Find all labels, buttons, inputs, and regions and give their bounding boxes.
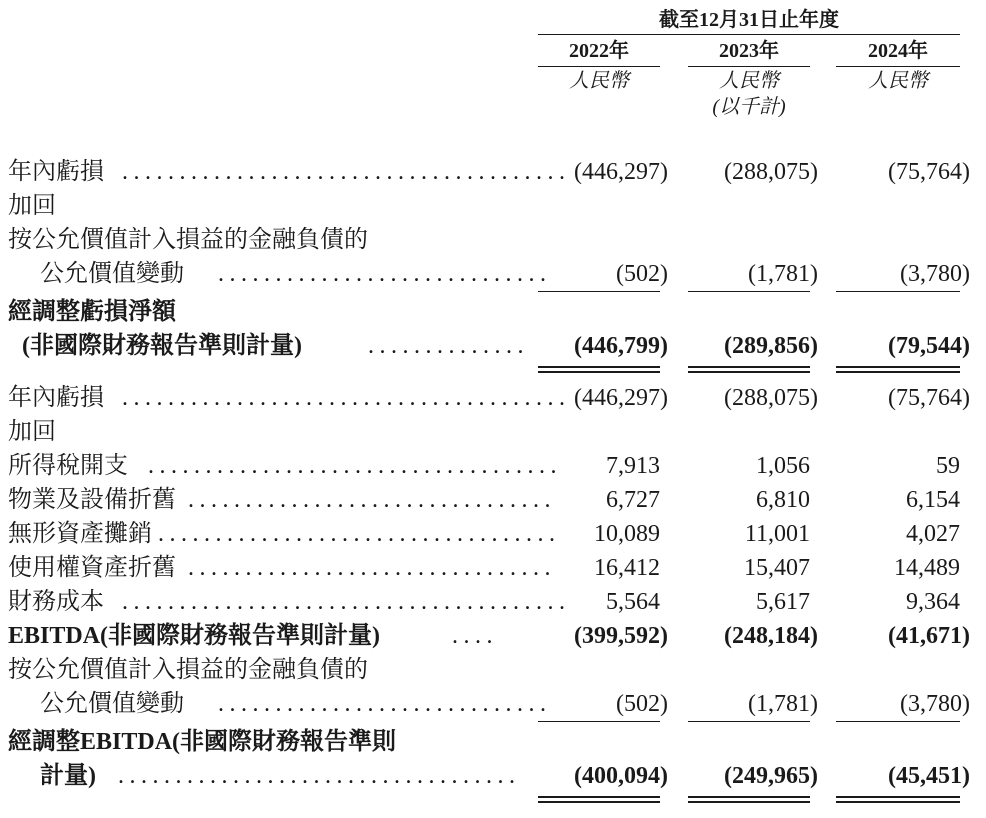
row-label: 年內虧損 [8,159,104,185]
value-2022: 7,913 [606,453,660,479]
value-2023: (249,965) [724,763,818,789]
value-2022: 10,089 [594,521,660,547]
value-2022: 5,564 [606,589,660,615]
value-2022: (502) [616,691,668,717]
value-2022: (502) [616,261,668,287]
table-row [0,415,986,449]
year-header-2022: 2022年 [569,40,629,62]
row-label: 加回 [8,419,56,445]
period-header-rule [538,34,960,35]
row-label: 經調整EBITDA(非國際財務報告準則 [8,729,397,755]
value-2023: (248,184) [724,623,818,649]
value-2023: 5,617 [756,589,810,615]
row-label: EBITDA(非國際財務報告準則計量) [8,623,381,649]
leader-dots: ....................................... [122,385,571,411]
value-2023: (1,781) [748,691,818,717]
value-2024: (79,544) [888,333,970,359]
table-row [0,329,986,363]
year-header-rule-2024 [836,66,960,67]
currency-unit-2023-label: 人民幣 [719,70,779,92]
table-row [0,483,986,517]
subtotal-rule-2023 [688,291,810,292]
value-2022: (400,094) [574,763,668,789]
table-row [0,381,986,415]
value-2023: 15,407 [744,555,810,581]
period-header: 截至12月31日止年度 [659,9,839,31]
leader-dots: .............. [368,333,529,359]
row-label: 財務成本 [8,589,104,615]
subtotal-rule-2024 [836,291,960,292]
year-header-2023: 2023年 [719,40,779,62]
table-row [0,585,986,619]
table-row [0,295,986,329]
value-2024: (3,780) [900,261,970,287]
value-2022: (446,297) [574,159,668,185]
leader-dots: ....................................... [122,589,571,615]
value-2022: 16,412 [594,555,660,581]
row-label: 公允價值變動 [40,261,184,287]
currency-unit-2022: 人民幣 [569,70,629,92]
value-2024: (41,671) [888,623,970,649]
table-row [0,619,986,653]
leader-dots: ................................ [188,555,556,581]
value-2024: 6,154 [906,487,960,513]
value-2022: (446,297) [574,385,668,411]
year-header-rule-2023 [688,66,810,67]
value-2024: (3,780) [900,691,970,717]
table-row [0,449,986,483]
value-2023: (288,075) [724,159,818,185]
table-row [0,551,986,585]
value-2024: (75,764) [888,159,970,185]
total-double-rule-2023 [688,796,810,803]
value-2024: (75,764) [888,385,970,411]
row-label: 公允價值變動 [40,691,184,717]
value-2023: (289,856) [724,333,818,359]
leader-dots: ................................ [188,487,556,513]
subtotal-rule-2022 [538,291,660,292]
subtotal-rule-2022 [538,721,660,722]
value-2022: (399,592) [574,623,668,649]
total-double-rule-2024 [836,366,960,373]
value-2023: (288,075) [724,385,818,411]
row-label: 年內虧損 [8,385,104,411]
leader-dots: ............................. [218,691,552,717]
table-row [0,687,986,721]
total-double-rule-2023 [688,366,810,373]
leader-dots: ............................. [218,261,552,287]
total-double-rule-2022 [538,796,660,803]
row-label: 按公允價值計入損益的金融負債的 [8,657,368,683]
row-label: 物業及設備折舊 [8,487,176,513]
table-row [0,223,986,257]
value-2024: (45,451) [888,763,970,789]
table-row [0,517,986,551]
value-2022: 6,727 [606,487,660,513]
value-2023: (1,781) [748,261,818,287]
row-label: 無形資產攤銷 [8,521,152,547]
value-2022: (446,799) [574,333,668,359]
table-row [0,725,986,759]
table-row [0,155,986,189]
value-2023: 6,810 [756,487,810,513]
leader-dots: .... [452,623,498,649]
leader-dots: .................................... [148,453,562,479]
value-2024: 14,489 [894,555,960,581]
row-label: 計量) [40,763,96,789]
table-row [0,759,986,793]
value-2024: 9,364 [906,589,960,615]
value-2023: 1,056 [756,453,810,479]
value-2023: 11,001 [744,521,810,547]
value-2024: 4,027 [906,521,960,547]
row-label: 經調整虧損淨額 [8,299,176,325]
table-row [0,189,986,223]
total-double-rule-2022 [538,366,660,373]
currency-unit-2024: 人民幣 [868,70,928,92]
year-header-rule-2022 [538,66,660,67]
leader-dots: ....................................... [122,159,571,185]
row-label: 按公允價值計入損益的金融負債的 [8,227,368,253]
total-double-rule-2024 [836,796,960,803]
table-row [0,653,986,687]
subtotal-rule-2024 [836,721,960,722]
currency-unit-2023 [688,68,810,120]
row-label: (非國際財務報告準則計量) [22,333,302,359]
year-header-2024: 2024年 [868,40,928,62]
leader-dots: ................................... [158,521,561,547]
subtotal-rule-2023 [688,721,810,722]
row-label: 加回 [8,193,56,219]
table-row [0,257,986,291]
row-label: 所得稅開支 [8,453,128,479]
leader-dots: ................................... [118,763,521,789]
currency-unit-note: (以千計) [712,96,786,118]
row-label: 使用權資產折舊 [8,555,176,581]
value-2024: 59 [936,453,960,479]
